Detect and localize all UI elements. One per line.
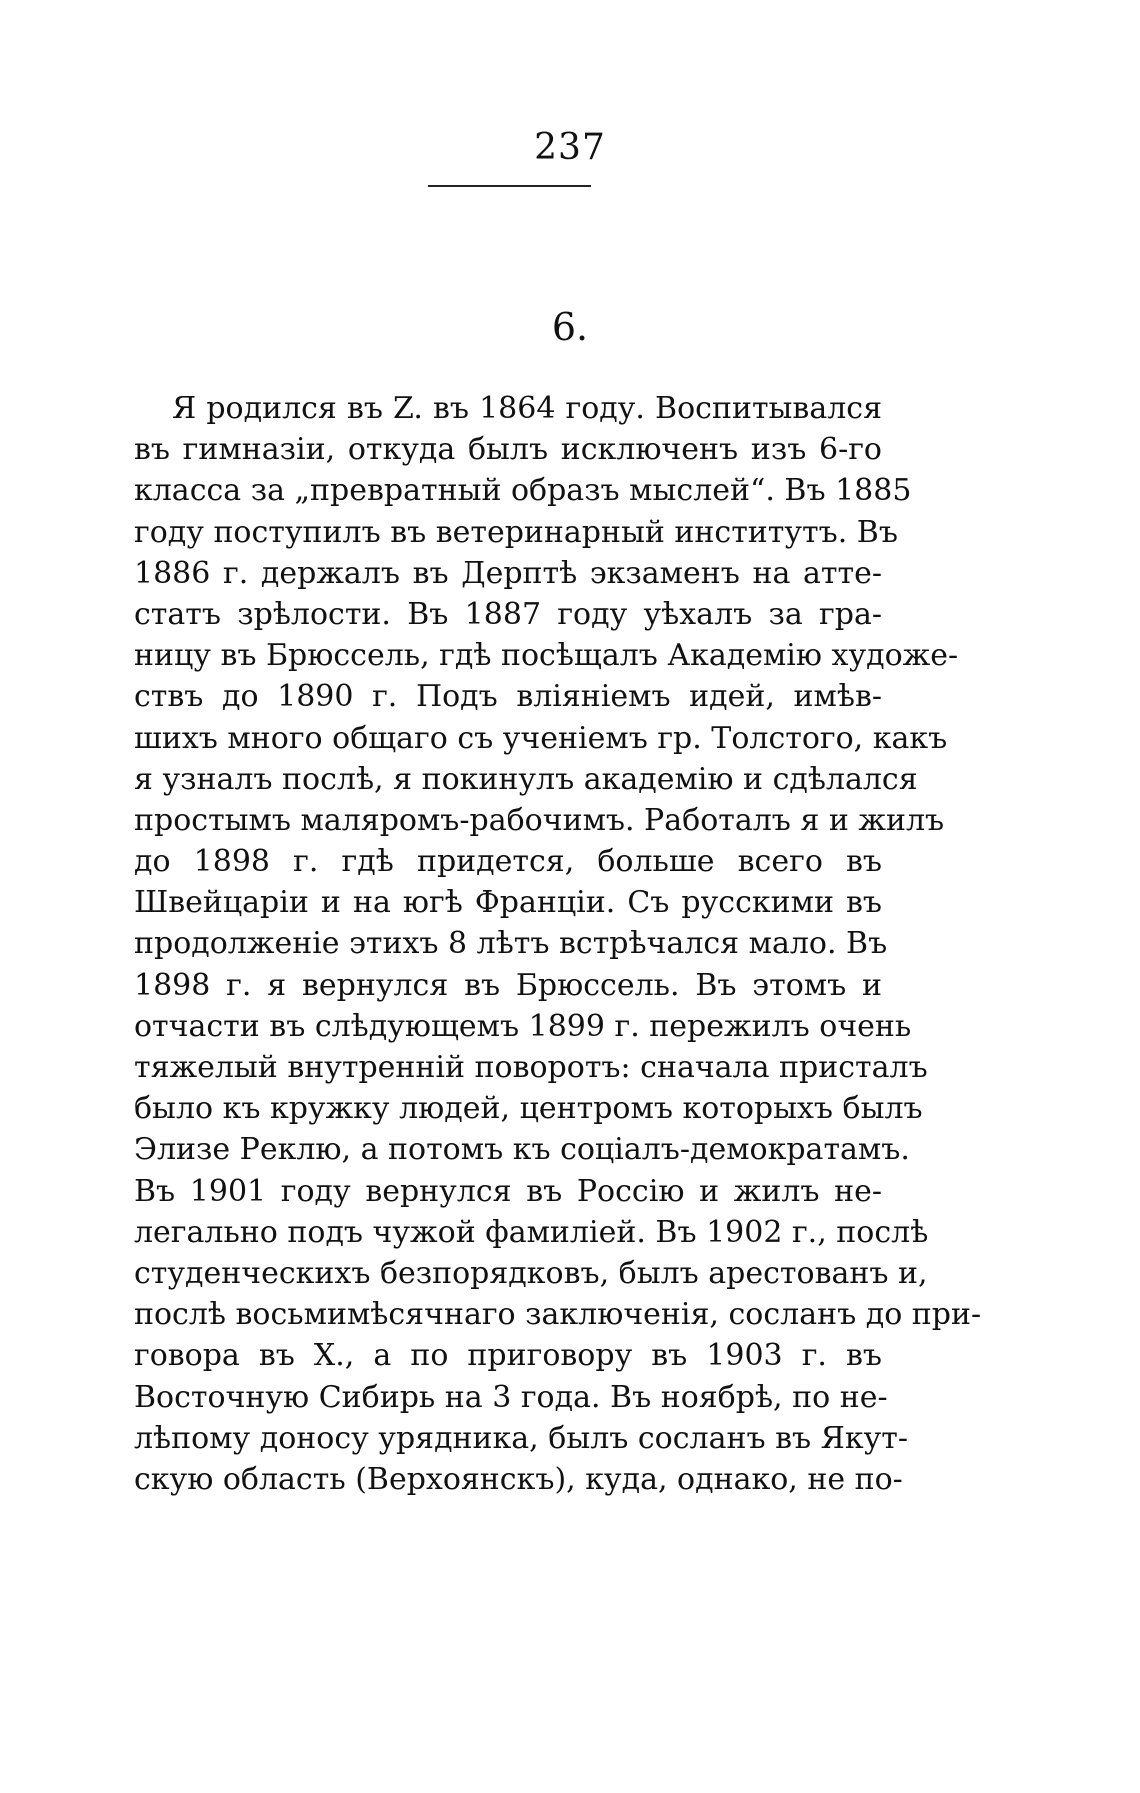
text-line: 1898 г. я вернулся въ Брюссель. Въ этомъ и: [134, 967, 882, 1003]
text-line: до 1898 г. гдѣ придется, больше всего въ: [134, 844, 882, 880]
text-line: студенческихъ безпорядковъ, былъ арестованъ и,: [134, 1255, 928, 1291]
text-line: статъ зрѣлости. Въ 1887 году уѣхалъ за гра-: [134, 596, 882, 632]
text-line: скую область (Верхоянскъ), куда, однако, не по-: [134, 1461, 903, 1497]
text-line: Элизе Реклю, а потомъ къ соціалъ-демократамъ.: [134, 1132, 910, 1168]
text-line: отчасти въ слѣдующемъ 1899 г. пережилъ очень: [134, 1008, 912, 1044]
text-line: ницу въ Брюссель, гдѣ посѣщалъ Академію художе-: [134, 638, 959, 674]
header-rule: [428, 185, 591, 187]
text-line: году поступилъ въ ветеринарный институтъ. Въ: [134, 514, 898, 550]
text-line: было къ кружку людей, центромъ которыхъ былъ: [134, 1091, 923, 1127]
text-line: Въ 1901 году вернулся въ Россію и жилъ не-: [134, 1173, 882, 1209]
text-line: Я родился въ Z. въ 1864 году. Воспитывался: [172, 391, 882, 426]
text-line: я узналъ послѣ, я покинулъ академію и сдѣлался: [134, 761, 918, 797]
body-text: [134, 388, 982, 1500]
text-line: Швейцаріи и на югѣ Франціи. Съ русскими въ: [134, 885, 882, 921]
text-line: легально подъ чужой фамиліей. Въ 1902 г., послѣ: [134, 1214, 929, 1250]
text-line: класса за „превратный образъ мыслей“. Въ 1885: [134, 473, 912, 509]
text-line: говора въ X., а по приговору въ 1903 г. въ: [134, 1338, 882, 1374]
text-line: Восточную Сибирь на 3 года. Въ ноябрѣ, по не-: [134, 1379, 888, 1415]
text-line: тяжелый внутренній поворотъ: сначала присталъ: [134, 1050, 928, 1085]
text-line: простымъ маляромъ-рабочимъ. Работалъ я и жилъ: [134, 802, 945, 838]
text-line: ствъ до 1890 г. Подъ вліяніемъ идей, имѣв-: [134, 679, 882, 715]
text-line: лѣпому доносу урядника, былъ сосланъ въ Якут-: [134, 1420, 908, 1456]
text-line: 1886 г. держалъ въ Дерптѣ экзаменъ на атте-: [134, 555, 882, 591]
text-line: продолженіе этихъ 8 лѣтъ встрѣчался мало. Въ: [134, 926, 888, 962]
text-line: шихъ много общаго съ ученіемъ гр. Толстого, какъ: [134, 720, 948, 756]
page-number: 237: [534, 127, 606, 168]
section-heading: 6.: [551, 305, 589, 349]
text-line: послѣ восьмимѣсячнаго заключенія, сосланъ до при-: [134, 1297, 982, 1333]
text-line: въ гимназіи, откуда былъ исключенъ изъ 6-го: [134, 432, 882, 468]
